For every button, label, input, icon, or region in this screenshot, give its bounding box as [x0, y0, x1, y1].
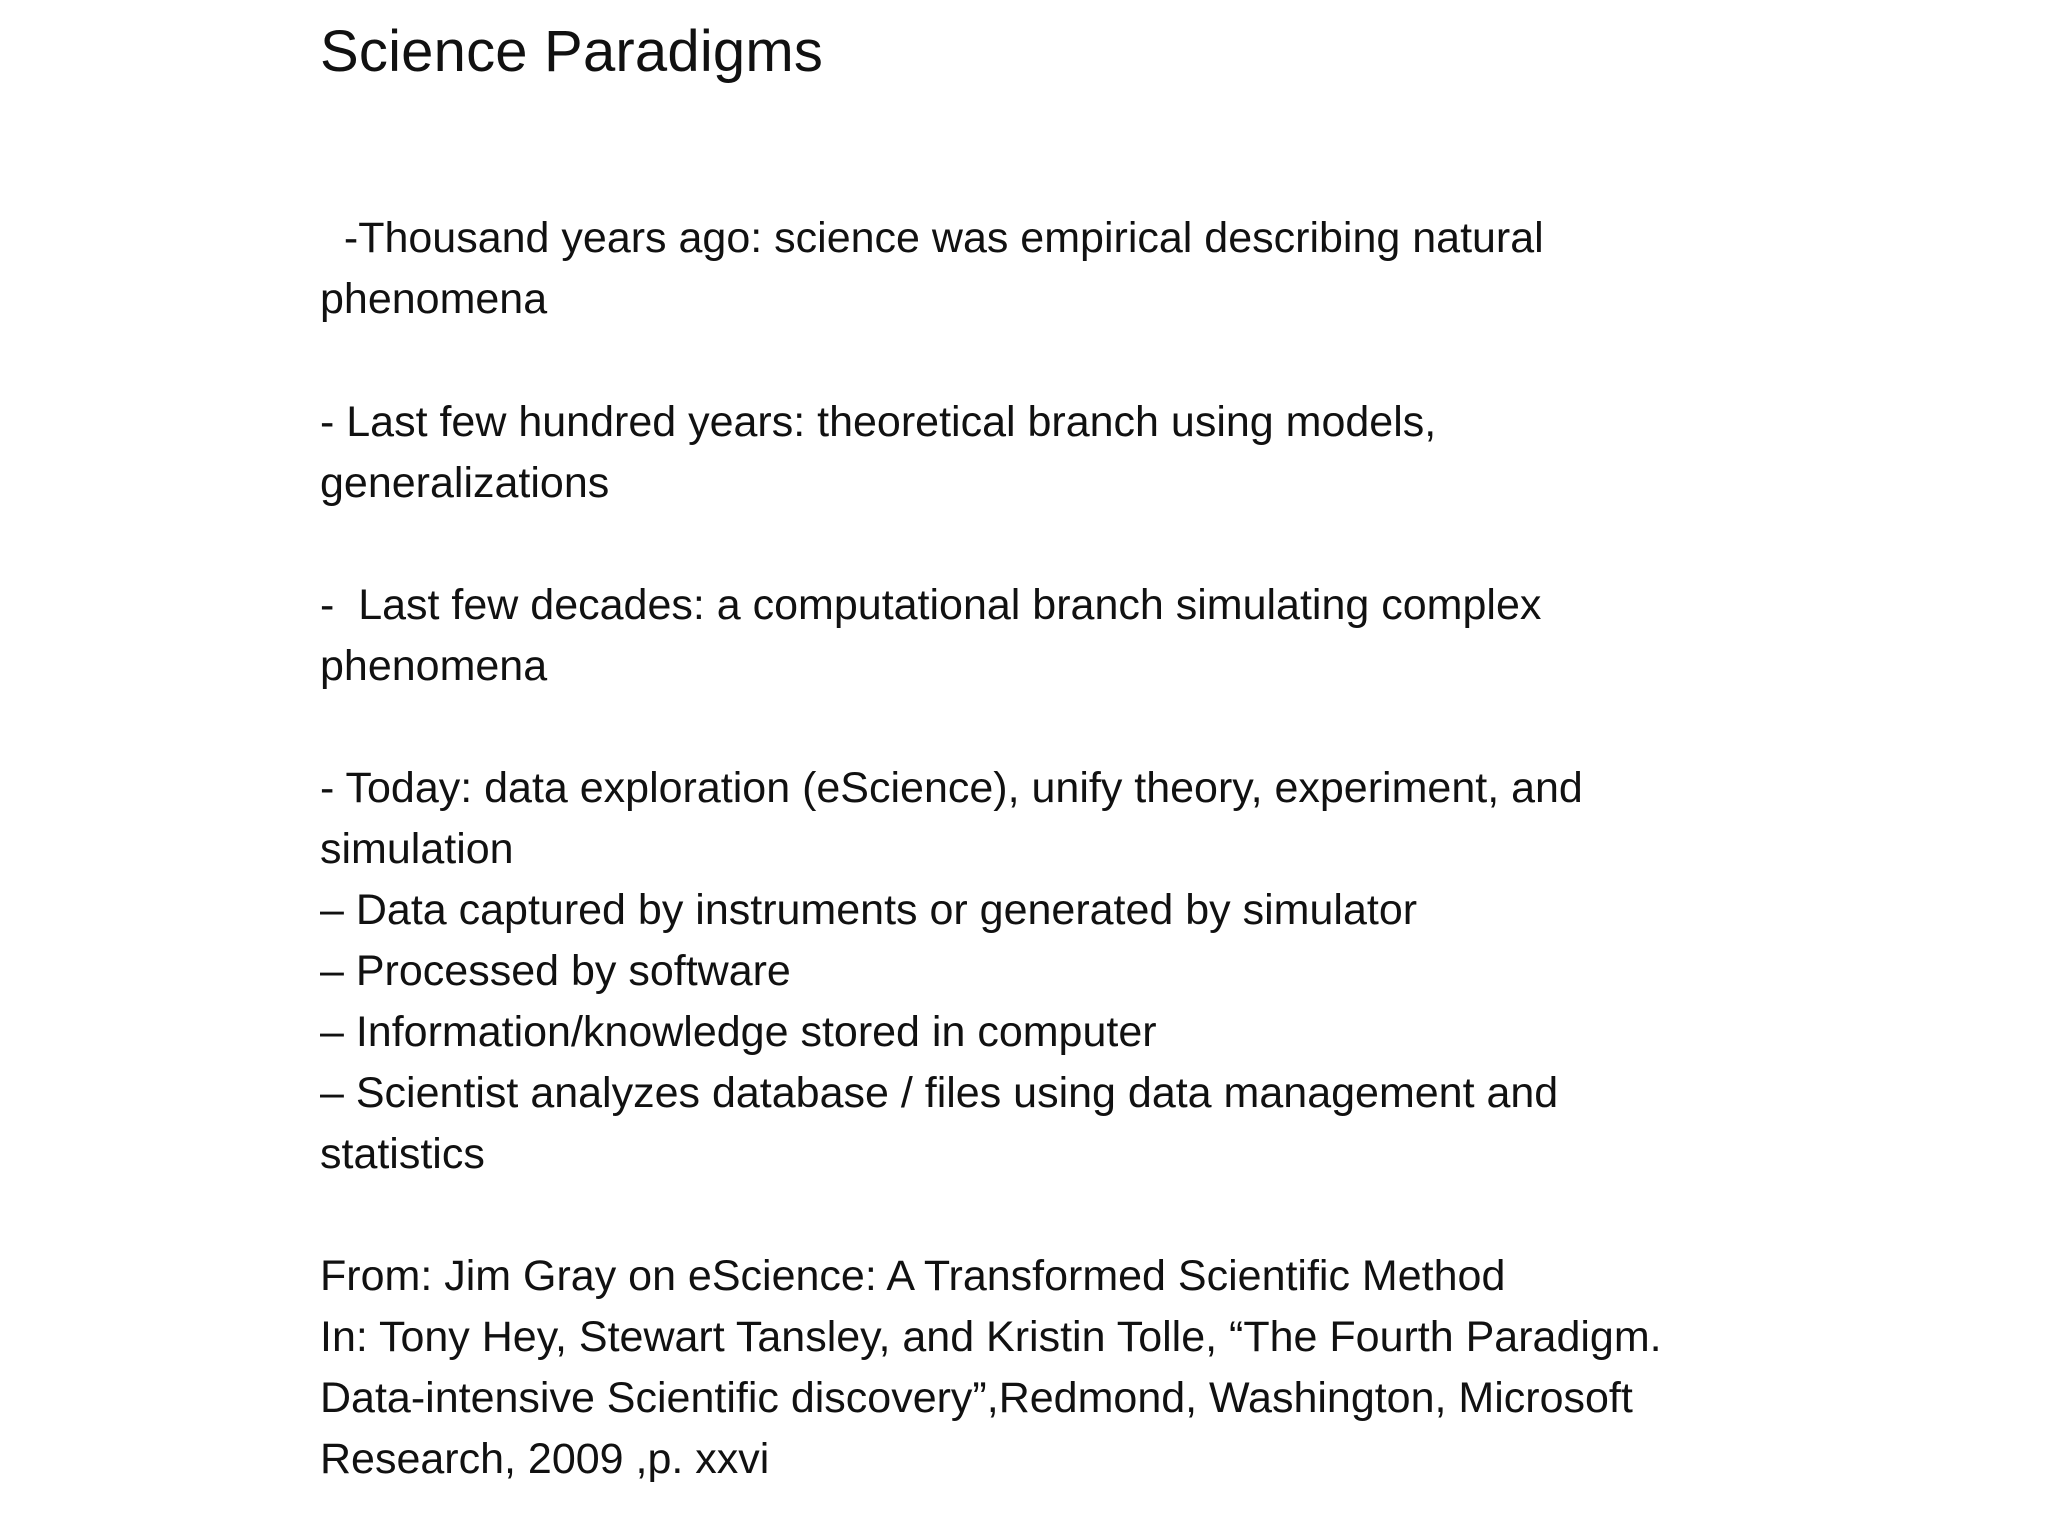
paragraph-4-line-1: - Today: data exploration (eScience), unify theory, experiment, and	[320, 764, 1583, 812]
paragraph-4-line-5: – Information/knowledge stored in computer	[320, 1008, 1157, 1056]
paragraph-3-line-2: phenomena	[320, 642, 548, 690]
slide-title: Science Paradigms	[320, 19, 824, 84]
paragraph-4-line-7: statistics	[320, 1130, 485, 1178]
slide-body	[320, 208, 1800, 1490]
paragraph-gap	[320, 1185, 1800, 1246]
paragraph-2-line-1: - Last few hundred years: theoretical branch using models,	[320, 398, 1437, 446]
paragraph-1-line-2: phenomena	[320, 275, 548, 323]
citation-line-3: Data-intensive Scientific discovery”,Redmond, Washington, Microsoft	[320, 1374, 1633, 1422]
paragraph-gap	[320, 514, 1800, 575]
paragraph-4-line-6: – Scientist analyzes database / files using data management and	[320, 1069, 1559, 1117]
paragraph-gap	[320, 330, 1800, 392]
paragraph-gap	[320, 697, 1800, 758]
citation-line-2: In: Tony Hey, Stewart Tansley, and Kristin Tolle, “The Fourth Paradigm.	[320, 1313, 1662, 1361]
paragraph-4-line-2: simulation	[320, 825, 514, 873]
citation-line-1: From: Jim Gray on eScience: A Transformed Scientific Method	[320, 1252, 1506, 1300]
citation-line-4: Research, 2009 ,p. xxvi	[320, 1435, 770, 1483]
paragraph-4-line-3: – Data captured by instruments or generated by simulator	[320, 886, 1418, 934]
paragraph-4-line-4: – Processed by software	[320, 947, 791, 995]
paragraph-2-line-2: generalizations	[320, 459, 610, 507]
paragraph-1-line-1: -Thousand years ago: science was empirical describing natural	[320, 214, 1544, 262]
paragraph-3-line-1: - Last few decades: a computational branch simulating complex	[320, 581, 1542, 629]
